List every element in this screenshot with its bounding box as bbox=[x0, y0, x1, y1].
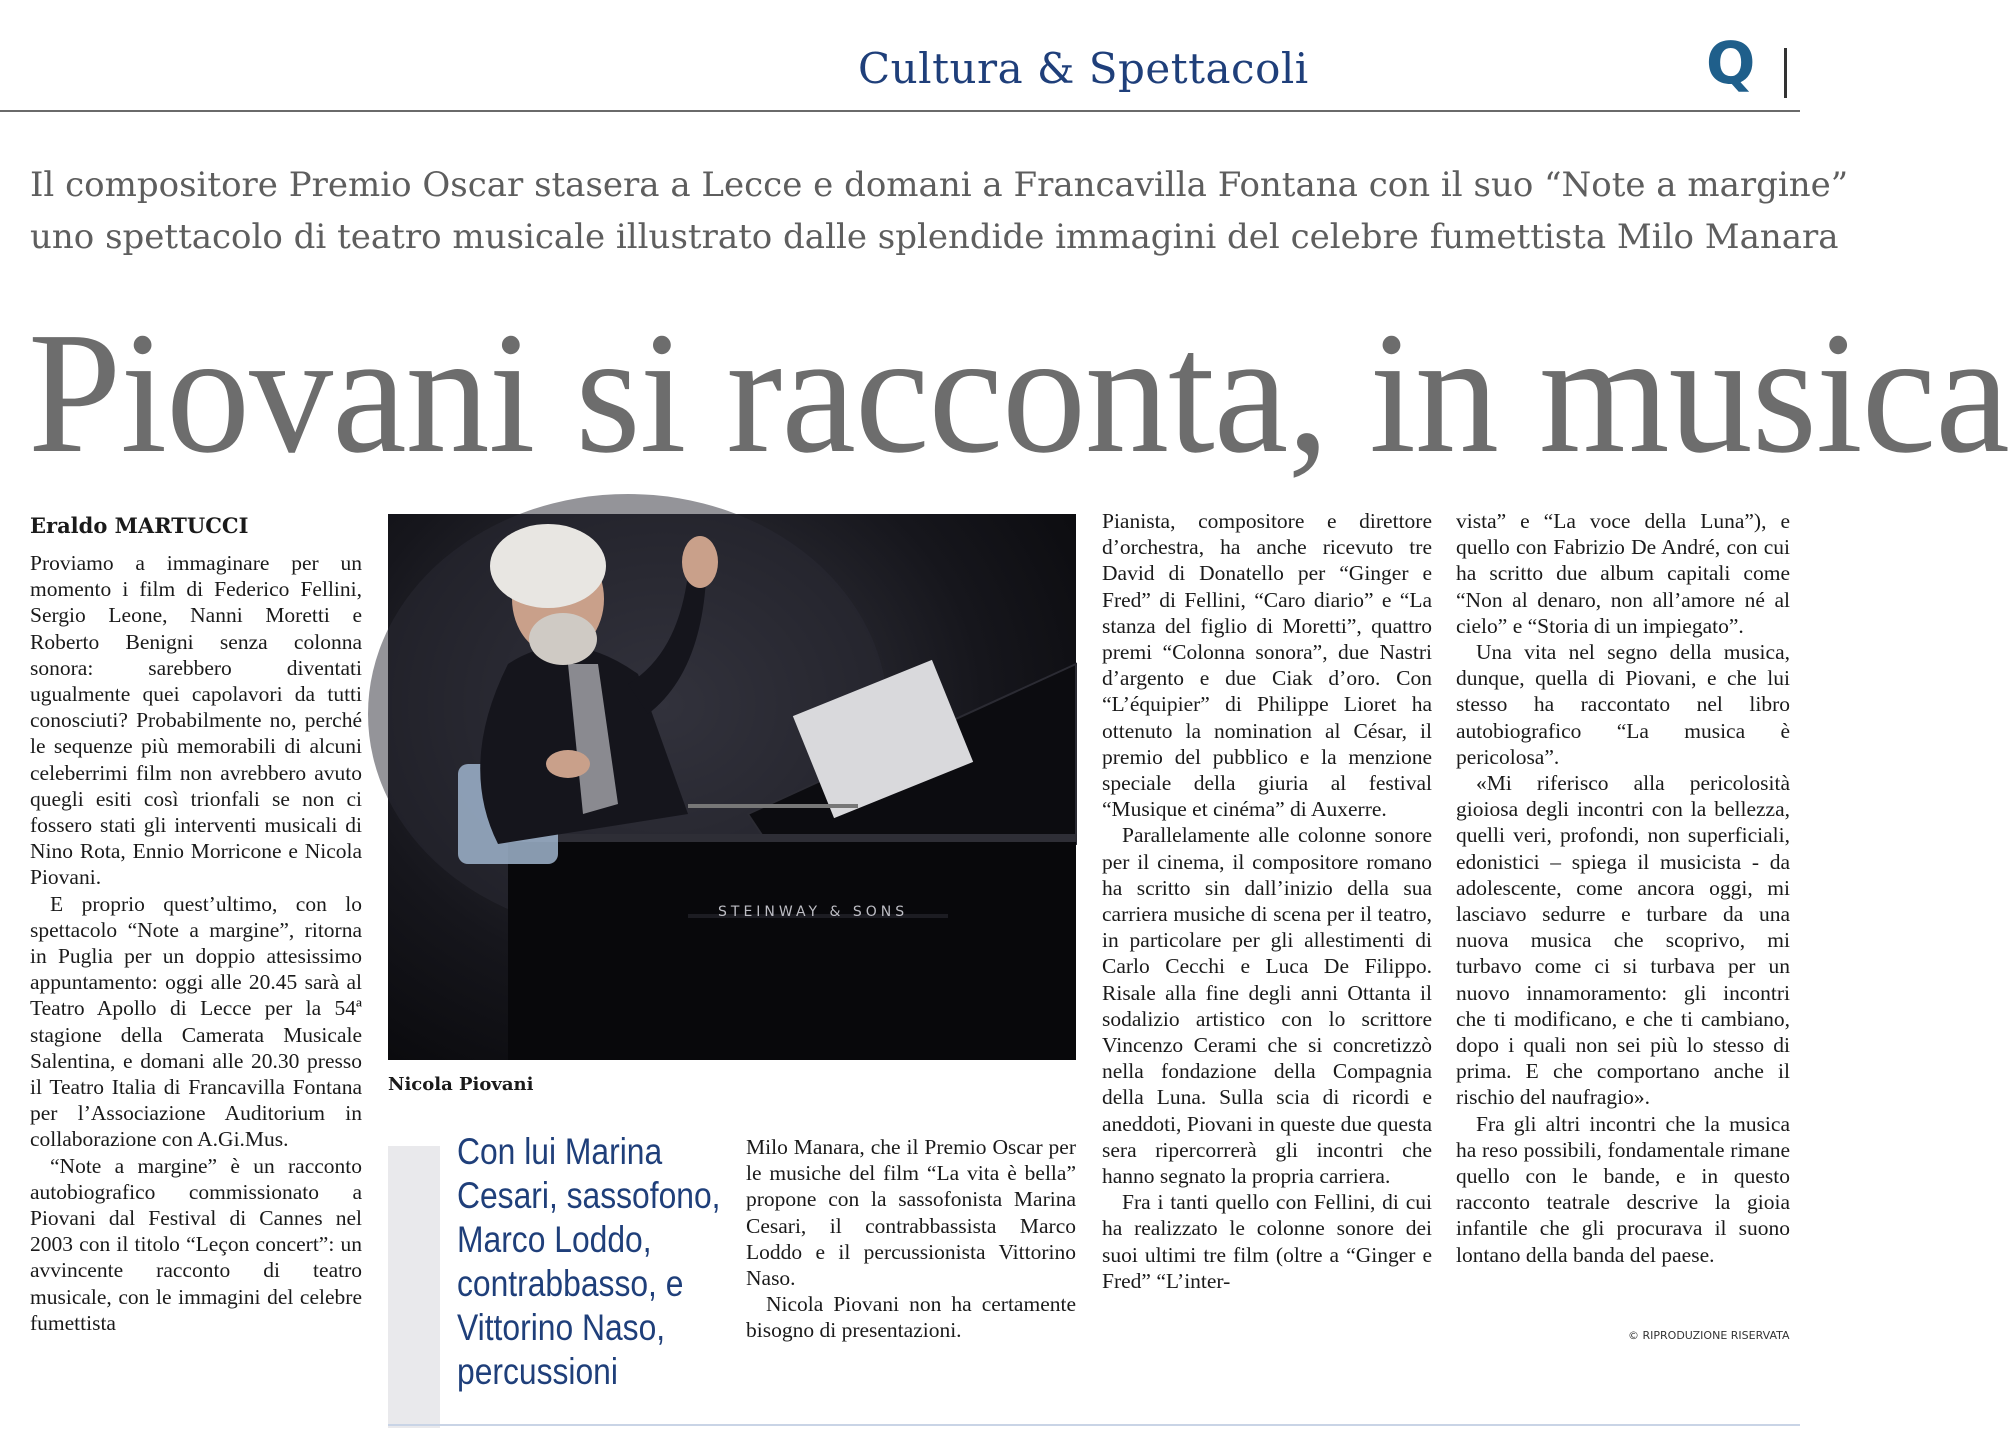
paragraph: Parallelamente alle colonne sonore per il cinema, il compositore romano ha scritto sin dall’inizio della sua carriera musiche di scena per il teatro, in particolare per gli allestimenti di Carlo Cecchi e Luca De Filippo. Risale alla fine degli anni Ottanta il sodalizio artistico con lo scrittore Vincenzo Cerami che si concretizzò nella fondazione della Compagnia della Luna. Sulla scia di ricordi e aneddoti, Piovani in queste due questa sera ripercorrerà gli incontri che hanno segnato la propria carriera. bbox=[1102, 823, 1432, 1189]
paragraph: Pianista, compositore e direttore d’orchestra, ha anche ricevuto tre David di Donatello per “Ginger e Fred” di Fellini, “Caro diario” e “La stanza del figlio di Moretti”, quattro premi “Colonna sonora”, due Nastri d’argento e due Ciak d’oro. Con “L’équipier” di Philippe Lioret ha ottenuto la nomination al César, il premio del pubblico e la menzione speciale della giuria al festival “Musique et cinéma” di Auxerre. bbox=[1102, 509, 1432, 822]
byline: Eraldo MARTUCCI bbox=[30, 513, 249, 538]
raised-hand bbox=[682, 536, 718, 588]
paragraph: Proviamo a immaginare per un momento i film di Federico Fellini, Sergio Leone, Nanni Moretti e Roberto Benigni senza colonna sonora: sarebbero diventati ugualmente quei capolavori da tutti conosciuti? Probabilmente no, perché le sequenze più memorabili di alcuni celeberrimi film non avrebbero avuto quegli esiti così trionfali se non ci fossero stati gli interventi musicali di Nino Rota, Ennio Morricone e Nicola Piovani. bbox=[30, 551, 362, 890]
pull-quote-bar bbox=[388, 1146, 440, 1428]
paragraph: Una vita nel segno della musica, dunque, quella di Piovani, e che lui stesso ha raccontato nel libro autobiografico “La musica è pericolosa”. bbox=[1456, 640, 1790, 769]
bottom-rule bbox=[388, 1424, 1800, 1426]
pianist-illustration bbox=[388, 514, 1076, 1060]
newspaper-logo: Q bbox=[1706, 29, 1756, 97]
article-photo bbox=[388, 514, 1076, 1060]
article-column-3 bbox=[1102, 508, 1432, 1294]
paragraph: “Note a margine” è un racconto autobiografico commissionato a Piovani dal Festival di Cannes nel 2003 con il titolo “Leçon concert”: un avvincente racconto di teatro musicale, con le immagini del celebre fumettista bbox=[30, 1153, 362, 1335]
hair bbox=[490, 524, 606, 608]
paragraph: E proprio quest’ultimo, con lo spettacolo “Note a margine”, ritorna in Puglia per un doppio attesissimo appuntamento: oggi alle 20.45 sarà al Teatro Apollo di Lecce per la 54ª stagione della Camerata Musicale Salentina, e domani alle 20.30 presso il Teatro Italia di Francavilla Fontana per l’Associazione Auditorium in collaborazione con A.Gi.Mus. bbox=[30, 891, 362, 1152]
paragraph: vista” e “La voce della Luna”), e quello con Fabrizio De André, con cui ha scritto due album capitali come “Non al denaro, non all’amore né al cielo” e “Storia di un impiegato”. bbox=[1456, 509, 1790, 638]
paragraph: Milo Manara, che il Premio Oscar per le musiche del film “La vita è bella” propone con la sassofonista Marina Cesari, il contrabbassista Marco Loddo e il percussionista Vittorino Naso. bbox=[746, 1135, 1076, 1291]
deck-line-2: uno spettacolo di teatro musicale illustrato dalle splendide immagini del celebre fumettista Milo Manara bbox=[30, 217, 1839, 257]
article-column-1 bbox=[30, 550, 362, 1336]
header-rule bbox=[0, 110, 1800, 112]
photo-caption: Nicola Piovani bbox=[388, 1074, 534, 1095]
headline: Piovani si racconta, in musica bbox=[28, 296, 2009, 489]
article-column-4 bbox=[1456, 508, 1790, 1268]
article-column-2 bbox=[746, 1134, 1076, 1344]
logo-divider bbox=[1784, 48, 1787, 98]
paragraph: Nicola Piovani non ha certamente bisogno di presentazioni. bbox=[746, 1292, 1076, 1343]
deck-line-1: Il compositore Premio Oscar stasera a Lecce e domani a Francavilla Fontana con il suo “Note a margine” bbox=[30, 165, 1849, 205]
paragraph: «Mi riferisco alla pericolosità gioiosa degli incontri con la bellezza, quelli veri, profondi, non superficiali, edonistici – spiega il musicista - da adolescente, come ancora oggi, mi lasciavo sedurre e turbare da una nuova musica che scoprivo, mi turbavo come ci si turbava per un nuovo innamoramento: gli incontri che ti modificano, e che ti cambiano, dopo i quali non sei più lo stesso di prima. E che comportano anche il rischio del naufragio». bbox=[1456, 771, 1790, 1110]
paragraph: Fra gli altri incontri che la musica ha reso possibili, fondamentale rimane quello con le bande, e in questo racconto teatrale descrive la gioia infantile che gli procurava il suono lontano della banda del paese. bbox=[1456, 1111, 1790, 1267]
section-title: Cultura & Spettacoli bbox=[858, 44, 1309, 93]
pull-quote: Con lui Marina Cesari, sassofono, Marco Loddo, contrabbasso, e Vittorino Naso, percussioni bbox=[457, 1131, 721, 1392]
piano-brand: STEINWAY & SONS bbox=[718, 904, 909, 920]
copyright-notice: © RIPRODUZIONE RISERVATA bbox=[1628, 1329, 1790, 1342]
paragraph: Fra i tanti quello con Fellini, di cui ha realizzato le colonne sonore dei suoi ultimi tre film (oltre a “Ginger e Fred” “L’inter- bbox=[1102, 1190, 1432, 1293]
